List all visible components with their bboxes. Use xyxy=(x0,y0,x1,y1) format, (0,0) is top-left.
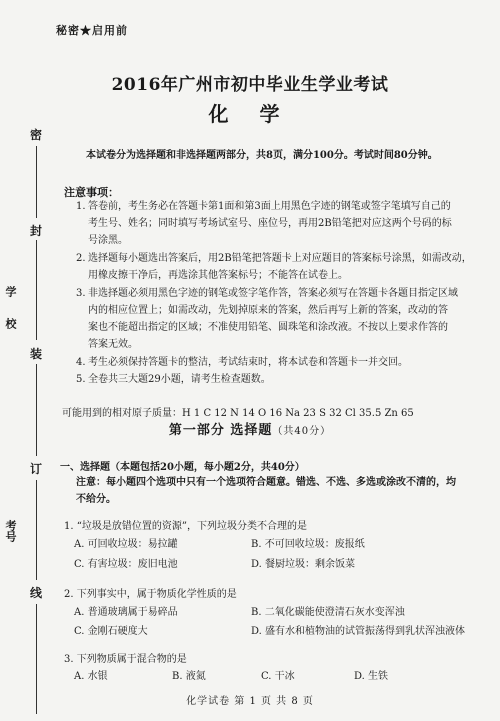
note-item: 3. 非选择题必须用黑色字迹的钢笔或签字笔作答，答案必须写在答题卡各题目指定区域 内的相应位置上；如需改动，先划掉原来的答案，然后再写上新的答案，改动的答 案也不能超出指定的区域；不准使用铅笔、圆珠笔和涂改液。不按以上要求作答的 答案无效。 xyxy=(76,288,458,350)
question-1-option-b: B. 不可回收垃圾：废报纸 xyxy=(251,539,365,550)
question-2-option-d: D. 盛有水和植物油的试管振荡得到乳状浑浊液体 xyxy=(251,626,466,637)
binding-line xyxy=(36,146,37,218)
binding-char-mi: 密 xyxy=(30,128,43,142)
notes-heading: 注意事项： xyxy=(64,186,119,199)
note-item: 5. 全卷共三大题29小题，请考生检查题数。 xyxy=(76,374,271,385)
question-1-option-a: A. 可回收垃圾：易拉罐 xyxy=(74,539,178,550)
exam-title: 2016年广州市初中毕业生学业考试 xyxy=(111,75,389,95)
exam-subject: 化 学 xyxy=(208,102,292,126)
question-1-stem: 1. “垃圾是放错位置的资源”，下列垃圾分类不合理的是 xyxy=(64,521,307,532)
binding-fragment: 校 xyxy=(4,318,17,329)
question-2-option-b: B. 二氧化碳能使澄清石灰水变浑浊 xyxy=(251,607,405,618)
binding-char-xian: 线 xyxy=(30,586,43,600)
binding-line xyxy=(36,480,37,580)
note-item: 4. 考生必须保持答题卡的整洁，考试结束时，将本试卷和答题卡一并交回。 xyxy=(76,357,408,368)
question-1-option-c: C. 有害垃圾：废旧电池 xyxy=(74,559,178,570)
question-3-stem: 3. 下列物质属于混合物的是 xyxy=(64,654,187,665)
binding-line xyxy=(36,240,37,340)
atomic-masses: 可能用到的相对原子质量：H 1 C 12 N 14 O 16 Na 23 S 32 Cl 35.5 Zn 65 xyxy=(62,408,414,419)
note-item: 1. 答卷前，考生务必在答题卡第1面和第3面上用黑色字迹的钢笔或签字笔填写自己的 考生号、姓名；同时填写考场试室号、座位号，再用2B铅笔把对应这两个号码的标 号涂黑。 xyxy=(76,201,452,246)
exam-intro: 本试卷分为选择题和非选择题两部分，共8页，满分100分。考试时间80分钟。 xyxy=(86,150,438,161)
binding-line xyxy=(36,364,37,456)
section-note: 注意：每小题四个选项中只有一个选项符合题意。错选、不选、多选或涂改不清的，均 不给分。 xyxy=(76,477,456,505)
part-one-title: 第一部分 选择题（共40分） xyxy=(168,423,332,438)
question-3-option-b: B. 液氮 xyxy=(172,671,206,682)
question-1-option-d: D. 餐厨垃圾：剩余饭菜 xyxy=(251,559,356,570)
binding-char-feng: 封 xyxy=(30,224,43,238)
question-3-option-d: D. 生铁 xyxy=(354,671,389,682)
question-2-option-a: A. 普通玻璃属于易碎品 xyxy=(74,607,178,618)
binding-char-zhuang: 装 xyxy=(30,347,43,361)
section-heading: 一、选择题（本题包括20小题，每小题2分，共40分） xyxy=(60,462,305,473)
question-2-stem: 2. 下列事实中，属于物质化学性质的是 xyxy=(64,589,237,600)
note-item: 2. 选择题每小题选出答案后，用2B铅笔把答题卡上对应题目的答案标号涂黑，如需改动， 用橡皮擦干净后，再选涂其他答案标号；不能答在试卷上。 xyxy=(76,253,472,281)
binding-fragment: 考号 xyxy=(4,520,17,542)
page-footer: 化学试卷 第 1 页 共 8 页 xyxy=(186,696,314,707)
question-3-option-c: C. 干冰 xyxy=(261,671,295,682)
question-2-option-c: C. 金刚石硬度大 xyxy=(74,626,148,637)
binding-fragment: 学 xyxy=(4,286,17,297)
question-3-option-a: A. 水银 xyxy=(74,671,108,682)
binding-char-ding: 订 xyxy=(30,462,43,476)
secret-label: 秘密★启用前 xyxy=(56,24,128,37)
